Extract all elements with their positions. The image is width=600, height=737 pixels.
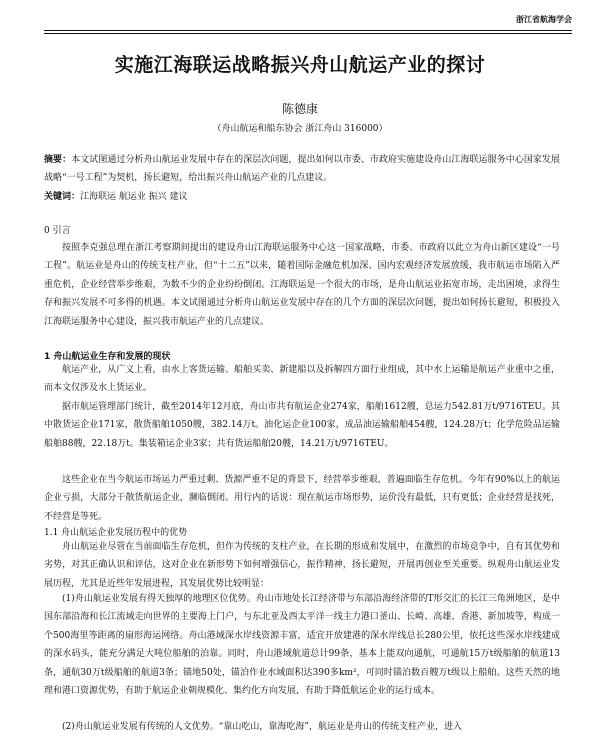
keywords-text: 江海联运 航运业 振兴 建议 — [80, 192, 188, 202]
author-affiliation: （舟山航运和船东协会 浙江舟山 316000） — [212, 124, 388, 134]
author-name: 陈德康 — [281, 102, 318, 116]
paragraph-crisis: 这些企业在当今航运市场运力严重过剩、货源严重不足的背景下，经营举步维艰，普遍面临生存危机。今年有90%以上的航运企业亏损，大部分干散货航运企业，濒临倒闭。用行内的话说：现在航运市场形势，运价没有最低，只有更低；企业经营是找死，不经营是等死。 — [44, 475, 560, 522]
paragraph-statistics: 据市航运管理部门统计，截至2014年12月底，舟山市共有航运企业274家，船舶1612艘，总运力542.81万t/9716TEU。其中散货运企业171家，散货船舶1050艘，382.14万t。油化运企业100家，成品油运输船舶454艘，124.28万t；化学危险品运输船舶88艘，22.18万t。集装箱运企业3家；共有货运船舶20艘，14.21万t/9716TEU。 — [44, 402, 560, 449]
abstract-label: 摘要： — [44, 155, 72, 165]
header-rule-thin — [44, 33, 572, 34]
paragraph-intro: 按照李克强总理在浙江考察期间提出的建设舟山江海联运服务中心这一国家战略，市委、市政府以此立为舟山新区建设“一号工程”。航运业是舟山的传统支柱产业，但“十二五”以来，随着国际金融危机加深、国内宏观经济发展放缓，我市航运市场陷入严重危机，企业经营举步维艰，为数不少的企业纷纷倒闭。江海联运是一个很大的市场，是舟山航运业拓宽市场，走出困境，求得生存和振兴发展不可多得的机遇。本文试图通过分析舟山航运业发展中存在的几个方面的深层次问题，提出如何扬长避短，积极投入江海联运服务中心建设，振兴我市航运产业的几点建议。 — [44, 243, 560, 327]
section-heading-1-1: 1.1 舟山航运企业发展历程中的优势 — [44, 528, 188, 538]
section-heading-1: 1 舟山航运业生存和发展的现状 — [44, 352, 171, 362]
abstract-text: 本文试图通过分析舟山航运业发展中存在的深层次问题，提出如何以市委、市政府实施建设舟山江海联运服务中心国家发展战略“一号工程”为契机，扬长避短，给出振兴舟山航运产业的几点建议。 — [44, 155, 560, 183]
paragraph-geography: (1)舟山航运业发展有得天独厚的地理区位优势。舟山市地处长江经济带与东部沿海经济带的T形交汇的长江三角洲地区，是中国东部沿海和长江流域走向世界的主要海上门户，与东北亚及西太平洋一线主力港口釜山、长崎、高雄、香港、新加坡等，构成一个500海里等距离的扇形海运网络。舟山港域深水岸线资源丰富，适宜开放建港的深水岸线总长280公里，依托这些深水岸线建成的深水码头，能充分满足大吨位船舶的泊靠。同时，舟山港域航道总计99条，基本上能双向通航，可通航15万t级船舶的航道13条，通航30万t级船舶的航道3条；锚地50处，锚泊作业水域面积达390多km²，可同时锚泊数百艘万t级以上船舶。这些天然的地理和港口资源优势，有助于航运企业朝规模化、集约化方向发展，有助于降低航运企业的运行成本。 — [44, 594, 560, 697]
paper-title: 实施江海联运战略振兴舟山航运产业的探讨 — [114, 54, 486, 76]
keywords — [44, 189, 560, 205]
paragraph-culture: (2)舟山航运业发展有传统的人文优势。“靠山吃山，靠海吃海”，航运业是舟山的传统支柱产业，进入 — [62, 722, 462, 732]
section-heading-intro: 0 引言 — [44, 226, 71, 236]
header-rule — [44, 30, 572, 31]
keywords-label: 关键词： — [44, 192, 81, 202]
paragraph-advantages: 舟山航运业尽管在当前面临生存危机，但作为传统的支柱产业，在长期的形成和发展中，在激烈的市场竞争中，自有其优势和劣势，对其正确认识和评估，这对企业在新形势下如何增强信心，振作精神，扬长避短，开展再创业至关重要。纵观舟山航运业发展历程，尤其是近些年发展进程，其发展优势比较明显： — [44, 542, 560, 589]
abstract — [44, 151, 560, 187]
paragraph-industry: 航运产业，从广义上看，由水上客货运输、船舶买卖、新建船以及拆解四方面行业组成，其中水上运输是航运产业重中之重，而本文仅涉及水上货运业。 — [44, 365, 560, 394]
journal-header: 浙江省航海学会 — [516, 15, 572, 24]
